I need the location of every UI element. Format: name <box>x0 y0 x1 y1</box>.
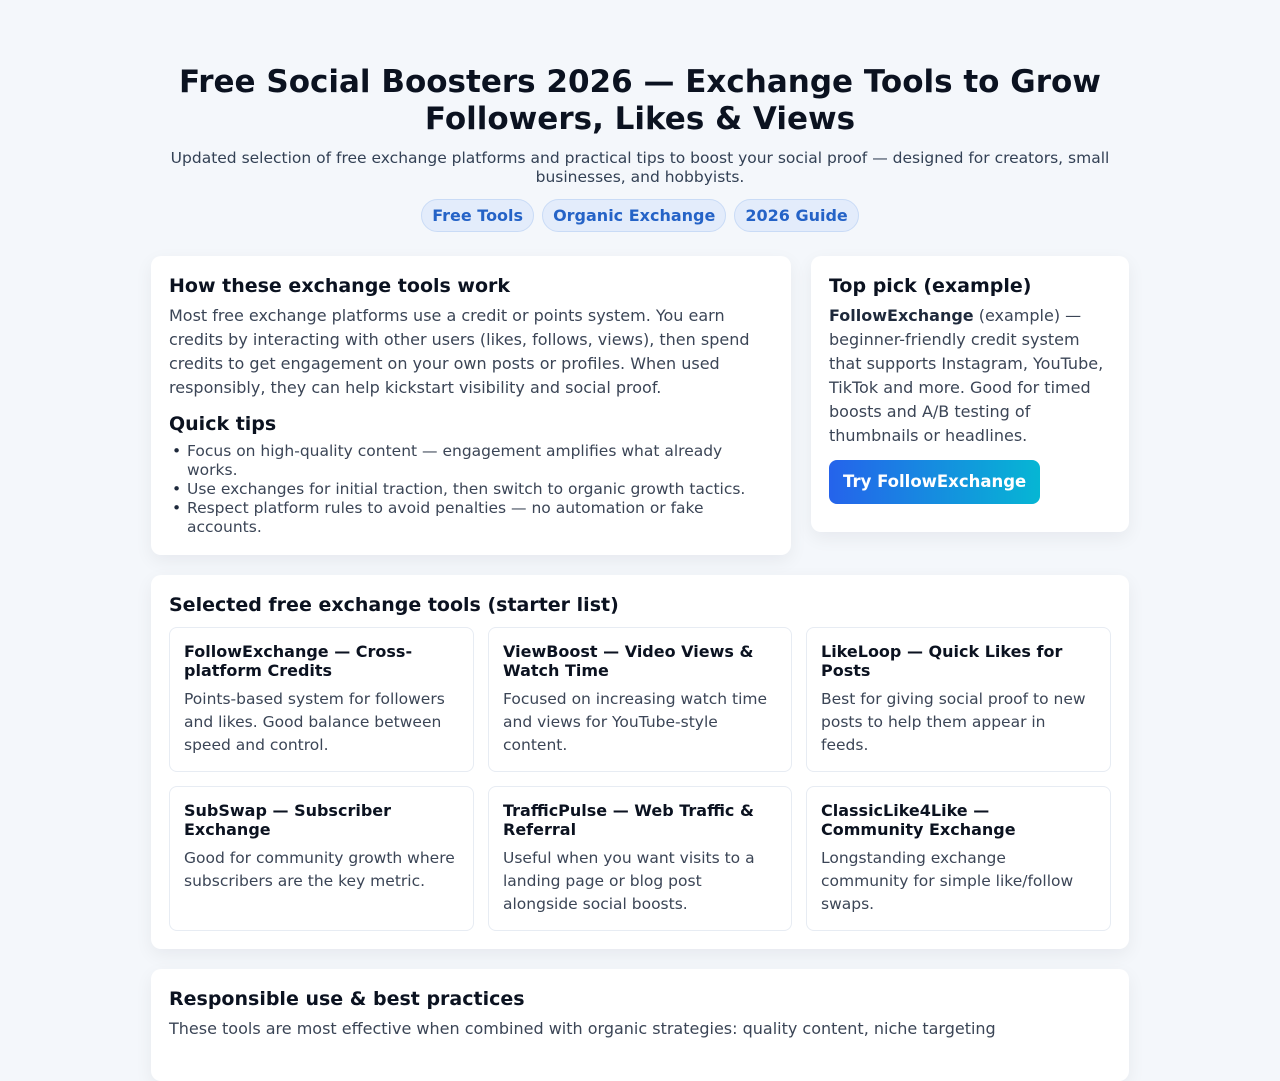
tag-list <box>150 199 1130 232</box>
tag-organic-exchange[interactable]: Organic Exchange <box>542 199 726 232</box>
tool-description: Points-based system for followers and likes. Good balance between speed and control. <box>184 690 445 754</box>
how-it-works-body: Most free exchange platforms use a credit or points system. You earn credits by interacting with other users (likes, follows, views), then spend credits to get engagement on your own posts or profiles. When used responsibly, they can help kickstart visibility and social proof. <box>169 306 750 397</box>
top-pick-name-suffix: (example) — <box>973 306 1082 325</box>
top-pick-text <box>829 304 1111 448</box>
tool-card-trafficpulse[interactable] <box>488 786 792 931</box>
page-title: Free Social Boosters 2026 — Exchange Tools to Grow Followers, Likes & Views <box>179 64 1101 137</box>
tool-title: ClassicLike4Like — Community Exchange <box>821 801 1016 839</box>
tag-2026-guide[interactable]: 2026 Guide <box>734 199 858 232</box>
top-pick-description: beginner-friendly credit system that supports Instagram, YouTube, TikTok and more. Good for timed boosts and A/B testing of thumbnails or headlines. <box>829 330 1104 445</box>
tip-item: • Respect platform rules to avoid penalties — no automation or fake accounts. <box>169 499 773 537</box>
tool-card-likeloop[interactable] <box>806 627 1111 772</box>
tools-card <box>151 575 1129 949</box>
tool-card-viewboost[interactable] <box>488 627 792 772</box>
tool-description: Focused on increasing watch time and views for YouTube-style content. <box>503 690 768 754</box>
tool-title: FollowExchange — Cross-platform Credits <box>184 642 413 680</box>
tip-item: • Focus on high-quality content — engagement amplifies what already works. <box>169 442 773 480</box>
top-pick-name: FollowExchange <box>829 306 974 325</box>
tool-title: ViewBoost — Video Views & Watch Time <box>503 642 754 680</box>
intro-row <box>150 256 1130 555</box>
tip-item: • Use exchanges for initial traction, then switch to organic growth tactics. <box>169 480 773 499</box>
tool-card-classiclike4like[interactable] <box>806 786 1111 931</box>
tool-description: Longstanding exchange community for simple like/follow swaps. <box>821 849 1074 913</box>
tool-card-subswap[interactable] <box>169 786 474 931</box>
how-it-works-heading: How these exchange tools work <box>169 275 511 297</box>
how-it-works-card <box>151 256 791 555</box>
best-practices-heading: Responsible use & best practices <box>169 988 525 1010</box>
tool-description: Useful when you want visits to a landing page or blog post alongside social boosts. <box>503 849 755 913</box>
tool-description: Good for community growth where subscribers are the key metric. <box>184 849 455 890</box>
top-pick-heading: Top pick (example) <box>829 275 1032 297</box>
tag-free-tools[interactable]: Free Tools <box>421 199 534 232</box>
page-subtitle: Updated selection of free exchange platforms and practical tips to boost your social proof — designed for creators, small businesses, and hobbyists. <box>170 149 1110 186</box>
top-pick-card <box>811 256 1129 532</box>
best-practices-body: These tools are most effective when combined with organic strategies: quality content, niche targeting <box>169 1019 996 1038</box>
tool-description: Best for giving social proof to new posts to help them appear in feeds. <box>821 690 1086 754</box>
tools-grid <box>169 627 1111 931</box>
tool-title: TrafficPulse — Web Traffic & Referral <box>503 801 754 839</box>
try-followexchange-button[interactable]: Try FollowExchange <box>829 460 1040 504</box>
hero <box>150 64 1130 232</box>
tool-title: LikeLoop — Quick Likes for Posts <box>821 642 1063 680</box>
best-practices-card <box>151 969 1129 1081</box>
page <box>150 0 1130 1081</box>
tool-card-followexchange[interactable] <box>169 627 474 772</box>
tools-heading: Selected free exchange tools (starter list) <box>169 594 619 616</box>
tool-title: SubSwap — Subscriber Exchange <box>184 801 392 839</box>
quick-tips-list <box>169 442 773 537</box>
quick-tips-heading: Quick tips <box>169 413 277 435</box>
